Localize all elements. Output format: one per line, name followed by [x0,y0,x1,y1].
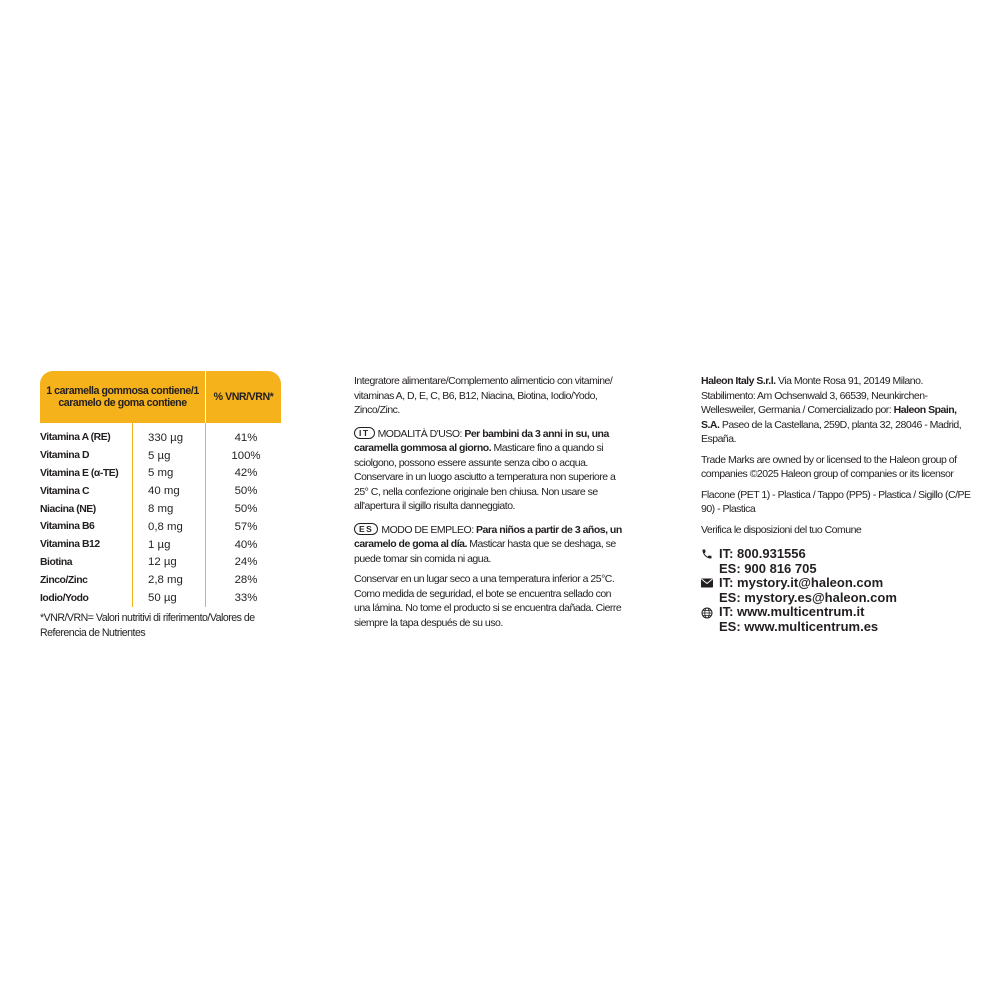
nutrient-row [40,536,281,554]
email-icon [701,576,719,591]
nutrition-table-header [40,371,281,423]
web-it[interactable]: IT: www.multicentrum.it [719,604,865,620]
nutrient-name: Vitamina C [40,485,90,497]
nutrient-row [40,482,281,500]
nutrient-row [40,429,281,447]
haleon-italy: Haleon Italy S.r.l. [701,375,776,387]
nutrient-amount: 5 µg [148,449,171,462]
nutrient-name: Vitamina D [40,450,90,462]
nutrition-footnote: *VNR/VRN= Valori nutritivi di riferimento/Valores de Referencia de Nutrientes [40,612,255,639]
nutrient-row [40,589,281,607]
nutrient-percent: 24% [234,556,258,569]
phone-it[interactable]: IT: 800.931556 [719,546,806,561]
nutrient-amount: 330 µg [148,431,184,444]
it-badge: IT [354,427,375,439]
nutrient-row [40,571,281,589]
email-es[interactable]: ES: mystory.es@haleon.com [719,589,897,605]
verify-notice: Verifica le disposizioni del tuo Comune [701,523,862,536]
nutrient-percent: 50% [234,503,258,516]
es-usage-bold: Para niños a partir de 3 años, un caramelo de goma al día. [354,523,622,550]
nutrient-percent: 100% [231,449,261,462]
it-usage-bold: Per bambini da 3 anni in su, una caramella gommosa al giorno. [354,427,609,454]
globe-icon [701,605,719,620]
trademark-notice: Trade Marks are owned by or licensed to the Haleon group of companies ©2025 Haleon group of companies or its licensor [701,453,957,480]
it-usage-text: Masticare fino a quando si sciolgono, possono essere assunte senza cibo o acqua. [354,442,604,469]
nutrient-name: Vitamina B12 [40,539,100,551]
nutrition-table [40,371,281,607]
es-badge: ES [354,523,378,535]
nutrient-name: Vitamina A (RE) [40,432,111,444]
contact-block [701,547,971,635]
nutrient-amount: 0,8 mg [148,520,183,533]
usage-column [354,374,624,630]
nutrient-amount: 40 mg [148,485,180,498]
nutrient-percent: 28% [234,574,258,587]
es-storage: Conservar en un lugar seco a una temperatura inferior a 25°C. Como medida de seguridad, el bote se encuentra sellado con una lámina. No tome el producto si se encuentra dañada. Cierre siempre la tapa después de su uso. [354,573,622,629]
es-usage-text: Masticar hasta que se deshaga, se puede tomar sin comida ni agua. [354,538,616,565]
nutrient-amount: 2,8 mg [148,574,183,587]
nutrient-amount: 1 µg [148,538,171,551]
nutrient-row [40,500,281,518]
address-spain: Paseo de la Castellana, 259D, planta 32, 28046 - Madrid, España. [701,418,962,445]
phone-es[interactable]: ES: 900 816 705 [719,560,817,576]
nutrient-row [40,465,281,483]
nutrient-amount: 5 mg [148,467,174,480]
email-it[interactable]: IT: mystory.it@haleon.com [719,575,884,591]
nutrient-percent: 57% [234,520,258,533]
es-usage [354,523,624,567]
header-serving: 1 caramella gommosa contiene/1 caramelo de goma contiene [46,384,199,409]
it-usage-label: MODALITÀ D'USO: [377,427,465,440]
nutrient-amount: 8 mg [148,503,174,516]
nutrient-row [40,554,281,572]
header-percent: % VNR/VRN* [205,371,281,423]
it-storage: Conservare in un luogo asciutto a temperatura non superiore a 25° C, nella confezione originale ben chiusa. Non usare se all'apertura il sigillo risulta danneggiato. [354,471,616,512]
company-column [701,374,971,635]
nutrient-amount: 50 µg [148,592,177,605]
web-es[interactable]: ES: www.multicentrum.es [719,618,879,634]
address-italy: Via Monte Rosa 91, 20149 Milano. Stabilimento: Am Ochsenwald 3, 66539, Neunkirchen-Wellesweiler, Germania / Comercializado por: [701,375,928,416]
nutrient-row [40,518,281,536]
nutrient-name: Zinco/Zinc [40,574,88,586]
nutrient-row [40,447,281,465]
nutrient-percent: 42% [234,467,258,480]
nutrient-name: Niacina (NE) [40,503,96,515]
nutrient-percent: 50% [234,485,258,498]
product-intro: Integratore alimentare/Complemento alimenticio con vitamine/ vitaminas A, D, E, C, B6, B12, Niacina, Biotina, Iodio/Yodo, Zinco/Zinc. [354,375,613,416]
packaging-info: Flacone (PET 1) - Plastica / Tappo (PP5) - Plastica / Sigillo (C/PE 90) - Plastica [701,488,971,515]
nutrient-percent: 33% [234,592,258,605]
haleon-spain: Haleon Spain, S.A. [701,404,957,431]
es-usage-label: MODO DE EMPLEO: [381,523,477,536]
nutrient-name: Iodio/Yodo [40,592,89,604]
nutrition-table-body [40,423,281,607]
nutrient-name: Biotina [40,556,73,568]
phone-icon [701,547,719,562]
nutrient-name: Vitamina B6 [40,521,95,533]
it-usage [354,427,624,471]
nutrient-name: Vitamina E (α-TE) [40,467,119,479]
nutrient-percent: 41% [234,431,258,444]
company-address [701,374,971,447]
nutrient-amount: 12 µg [148,556,177,569]
nutrient-percent: 40% [234,538,258,551]
